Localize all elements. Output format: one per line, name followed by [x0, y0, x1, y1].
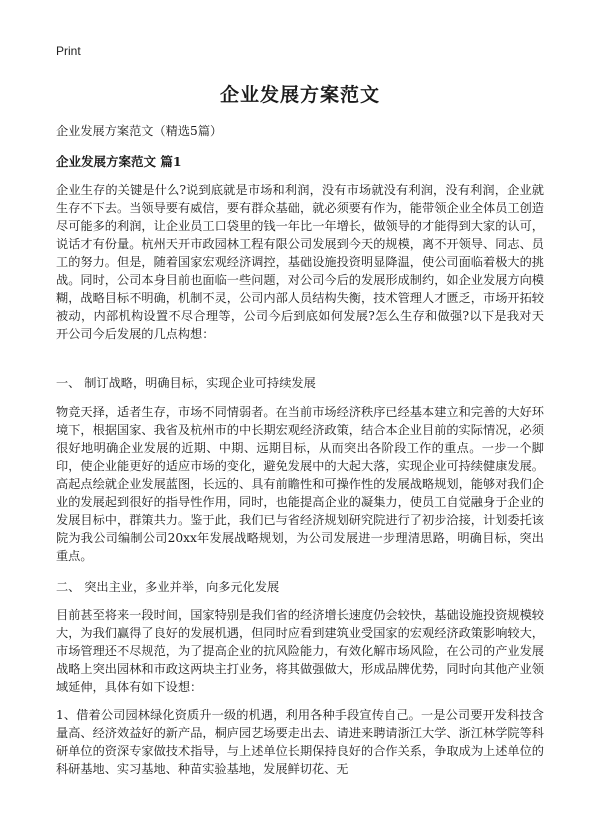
section-title: 企业发展方案范文 篇1	[56, 154, 182, 169]
heading-strategy: 一、 制订战略，明确目标，实现企业可持续发展	[56, 376, 316, 390]
paragraph-strategy: 物竞天择，适者生存，市场不同情弱者。在当前市场经济秩序已经基本建立和完善的大好环境下，根据国家、我省及杭州市的中长期宏观经济政策，结合本企业目前的实际情况，必须很好地明确企业发展的近期、中期、远期目标，从而突出各阶段工作的重点。一步一个脚印，使企业能更好的适应市场的变化，避免发展中的大起大落，实现企业可持续健康发展。高起点绘就企业发展蓝图，长远的、具有前瞻性和可操作性的发展战略规划，能够对我们企业的发展起到很好的指导性作用，同时，也能提高企业的凝集力，使员工自觉融身于企业的发展目标中，群策共力。鉴于此，我们已与省经济规划研究院进行了初步洽接，计划委托该院为我公司编制公司20xx年发展战略规划，为公司发展进一步理清思路，明确目标，突出重点。	[56, 405, 544, 563]
document-subtitle: 企业发展方案范文（精选5篇）	[56, 124, 223, 138]
paragraph-intro: 企业生存的关键是什么?说到底就是市场和利润，没有市场就没有利润，没有利润，企业就生存不下去。当领导要有威信，要有群众基础，就必须要有作为，能带领企业全体员工创造尽可能多的利润，让企业员工口袋里的钱一年比一年增长，做领导的才能得到大家的认可，说话才有份量。杭州天开市政园林工程有限公司发展到今天的规模，离不开领导、同志、员工的努力。但是，随着国家宏观经济调控，基础设施投资明显降温，使公司面临着极大的挑战。同时，公司本身目前也面临一些问题，对公司今后的发展形成制约，如企业发展方向模糊，战略目标不明确，机制不灵，公司内部人员结构失衡，技术管理人才匮乏，市场开拓较被动，内部机构设置不尽合理等，公司今后到底如何发展?怎么生存和做强?以下是我对天开公司今后发展的几点构想：	[56, 183, 544, 341]
paragraph-point-1: 1、借着公司园林绿化资质升一级的机遇，利用各种手段宣传自己。一是公司要开发科技含量高、经济效益好的新产品，桐庐园艺场要走出去、请进来聘请浙江大学、浙江林学院等科研单位的资深专家做技术指导，与上述单位长期保持良好的合作关系，争取成为上述单位的科研基地、实习基地、种苗实验基地，发展鲜切花、无	[56, 708, 544, 776]
print-link[interactable]: Print	[56, 44, 81, 58]
paragraph-diversification: 目前甚至将来一段时间，国家特别是我们省的经济增长速度仍会较快，基础设施投资规模较大，为我们赢得了良好的发展机遇，但同时应看到建筑业受国家的宏观经济政策影响较大，市场管理还不尽规范，为了提高企业的抗风险能力，有效化解市场风险，在公司的产业发展战略上突出园林和市政这两块主打业务，将其做强做大，形成品牌优势，同时向其他产业领域延伸，具体有如下设想：	[56, 608, 544, 694]
heading-diversification: 二、 突出主业，多业并举，向多元化发展	[56, 580, 280, 594]
document-title: 企业发展方案范文	[219, 84, 380, 106]
